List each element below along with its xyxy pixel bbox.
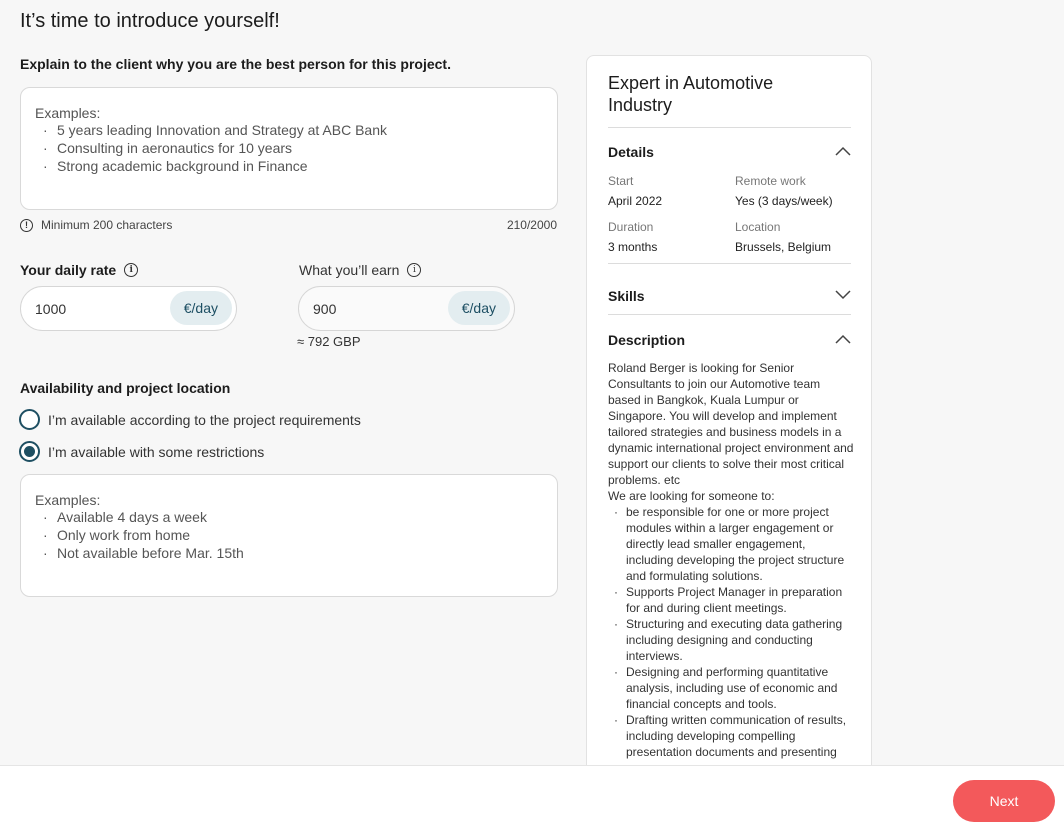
availability-option-label: I’m available with some restrictions — [48, 443, 265, 460]
description-section-toggle[interactable] — [608, 332, 851, 348]
availability-option-label: I’m available according to the project requirements — [48, 411, 361, 428]
description-item: · Drafting written communication of results, including developing compelling presentation documents and presenting — [608, 712, 854, 760]
pitch-example: · Consulting in aeronautics for 10 years — [35, 139, 387, 157]
chevron-up-icon — [835, 146, 851, 156]
pitch-example: · Strong academic background in Finance — [35, 157, 387, 175]
earn-label-text: What you’ll earn — [299, 262, 400, 278]
description-item: · Designing and performing quantitative analysis, including use of economic and financial concepts and tools. — [608, 664, 854, 712]
restrictions-placeholder-title: Examples: — [35, 492, 101, 508]
daily-rate-input[interactable] — [20, 286, 237, 331]
description-lead: We are looking for someone to: — [608, 489, 775, 503]
radio-button-checked[interactable] — [19, 441, 40, 462]
detail-value: Brussels, Belgium — [735, 240, 832, 254]
daily-rate-unit: €/day — [170, 291, 232, 325]
description-item: · be responsible for one or more project modules within a larger engagement or directly lead smaller engagement, including developing the project structure and formulating solutions. — [608, 504, 854, 584]
detail-value: April 2022 — [608, 194, 663, 208]
availability-option-requirements[interactable] — [19, 409, 361, 430]
daily-rate-label — [20, 262, 138, 278]
pitch-placeholder-list — [35, 121, 387, 175]
min-characters-text: Minimum 200 characters — [41, 218, 173, 232]
detail-key: Duration — [608, 220, 654, 234]
divider — [608, 314, 851, 315]
info-icon[interactable]: i — [124, 263, 138, 277]
skills-section-toggle[interactable] — [608, 288, 851, 304]
earn-value: 900 — [313, 301, 337, 317]
daily-rate-label-text: Your daily rate — [20, 262, 117, 278]
earn-gbp-conversion: ≈ 792 GBP — [297, 334, 361, 349]
pitch-textarea[interactable] — [20, 87, 558, 210]
pitch-example: · 5 years leading Innovation and Strategy at ABC Bank — [35, 121, 387, 139]
description-heading: Description — [608, 332, 686, 348]
divider — [608, 263, 851, 264]
restriction-example: · Not available before Mar. 15th — [35, 544, 244, 562]
detail-value: Yes (3 days/week) — [735, 194, 833, 208]
project-title: Expert in Automotive Industry — [608, 73, 774, 115]
pitch-placeholder-title: Examples: — [35, 105, 101, 121]
earn-input — [298, 286, 515, 331]
daily-rate-value: 1000 — [35, 301, 67, 317]
detail-key: Remote work — [735, 174, 806, 188]
details-section-toggle[interactable] — [608, 144, 851, 160]
availability-option-restrictions[interactable] — [19, 441, 264, 462]
description-body — [608, 360, 854, 760]
description-intro: Roland Berger is looking for Senior Consultants to join our Automotive team based in Bangkok, Kuala Lumpur or Singapore. You will develop and implement tailored strategies and business models in a dynamic international project environment and support our clients to solve their most critical problems. etc — [608, 361, 854, 487]
project-summary-card — [586, 55, 872, 775]
availability-label: Availability and project location — [20, 380, 231, 396]
restrictions-textarea[interactable] — [20, 474, 558, 597]
pitch-label: Explain to the client why you are the best person for this project. — [20, 56, 451, 72]
alert-circle-icon: ! — [20, 219, 33, 232]
skills-heading: Skills — [608, 288, 645, 304]
description-list — [608, 504, 854, 760]
description-item: · Structuring and executing data gathering including designing and conducting interviews. — [608, 616, 854, 664]
chevron-up-icon — [835, 334, 851, 344]
page-title: It’s time to introduce yourself! — [20, 10, 280, 32]
description-item: · Supports Project Manager in preparation for and during client meetings. — [608, 584, 854, 616]
details-heading: Details — [608, 144, 654, 160]
restrictions-placeholder-list — [35, 508, 244, 562]
earn-unit: €/day — [448, 291, 510, 325]
min-characters-hint — [20, 218, 172, 232]
radio-button[interactable] — [19, 409, 40, 430]
detail-key: Start — [608, 174, 634, 188]
chevron-down-icon — [835, 290, 851, 300]
next-button[interactable]: Next — [953, 780, 1055, 822]
earn-label — [299, 262, 421, 278]
restriction-example: · Only work from home — [35, 526, 244, 544]
footer-bar — [0, 765, 1064, 832]
restriction-example: · Available 4 days a week — [35, 508, 244, 526]
info-icon[interactable]: i — [407, 263, 421, 277]
detail-value: 3 months — [608, 240, 658, 254]
character-counter: 210/2000 — [506, 218, 557, 232]
divider — [608, 127, 851, 128]
detail-key: Location — [735, 220, 781, 234]
